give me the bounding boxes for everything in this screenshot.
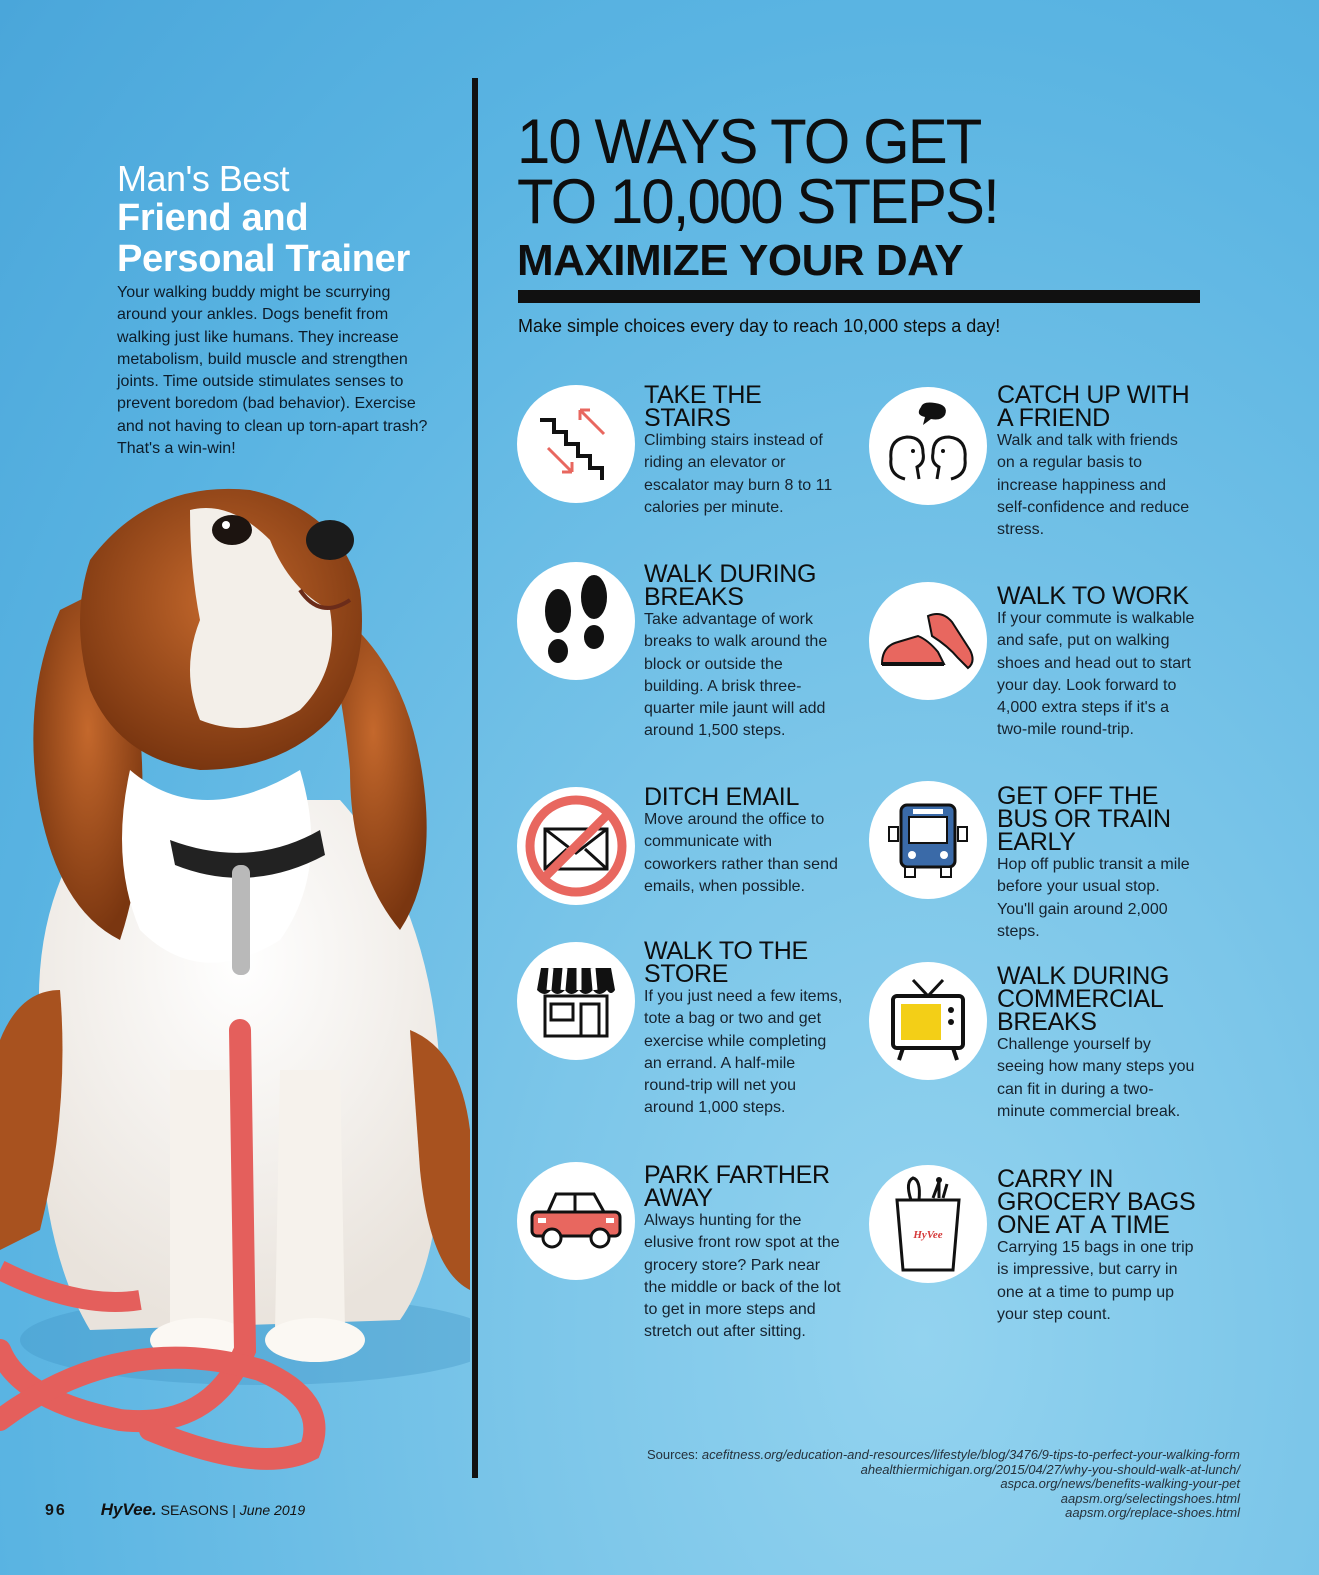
tip-walk-to-the-store — [644, 937, 844, 1120]
tip-body: 15 bags in one trip is impressive, but carry in one at a time to pump up your step count. — [997, 1239, 1194, 1323]
tip-lead: Climbing — [644, 432, 707, 449]
tip-walk-during-breaks — [644, 560, 844, 743]
sidebar-heading-bold-2: Personal Trainer — [117, 238, 411, 280]
tip-park-farther-away — [644, 1161, 844, 1344]
tip-body: Walk and talk with friends on a regular basis to increase happiness and self-confidence and reduce stress. — [997, 432, 1190, 539]
footprints-icon — [517, 562, 635, 680]
sources-list — [560, 1448, 1240, 1521]
tip-ditch-email — [644, 783, 844, 898]
dog-photo — [0, 470, 470, 1480]
tip-heading: DITCH EMAIL — [644, 783, 800, 811]
sidebar-heading-bold-1: Friend and — [117, 197, 309, 239]
brand-logo: HyVee. — [100, 1500, 157, 1519]
tip-heading: GET OFF THE BUS OR TRAIN EARLY — [997, 782, 1171, 856]
tip-heading: TAKE THE STAIRS — [644, 381, 762, 432]
bus-icon — [869, 781, 987, 899]
no-email-icon — [517, 787, 635, 905]
page-footer — [45, 1500, 305, 1520]
bag-brand-text: HyVee — [913, 1229, 943, 1241]
tip-body: need a few items, tote a bag or two and get exercise while completing an errand. A half-mile round-trip will net you around 1,000 steps. — [644, 988, 843, 1117]
tip-get-off-the-bus — [997, 782, 1197, 943]
magazine-name: SEASONS — [160, 1502, 229, 1518]
car-icon — [517, 1162, 635, 1280]
tip-heading: WALK TO WORK — [997, 582, 1189, 610]
tip-heading: WALK TO THE STORE — [644, 937, 808, 988]
tip-heading: WALK DURING COMMERCIAL BREAKS — [997, 962, 1170, 1036]
tip-catch-up-with-a-friend — [997, 381, 1197, 541]
tip-heading: CATCH UP WITH A FRIEND — [997, 381, 1190, 432]
title-rule — [518, 290, 1200, 303]
tip-body: If your commute is walkable and safe, put on walking shoes and head out to start your day. Look forward to 4,000 extra steps if it's a two-mile round-trip. — [997, 610, 1195, 739]
tip-lead: If you just — [644, 988, 713, 1005]
page-number: 96 — [45, 1502, 67, 1519]
tip-lead: Carrying — [997, 1239, 1058, 1256]
main-subtitle: MAXIMIZE YOUR DAY — [517, 236, 964, 285]
source-line: aapsm.org/selectingshoes.html — [1060, 1490, 1240, 1506]
issue-date: June 2019 — [239, 1502, 306, 1518]
tip-lead: Take — [644, 611, 678, 628]
tip-lead: Challenge — [997, 1036, 1070, 1053]
tip-take-the-stairs — [644, 381, 844, 519]
stairs-icon — [517, 385, 635, 503]
tip-body: transit a mile before your usual stop. You'll gain around 2,000 steps. — [997, 856, 1190, 940]
source-line: aspca.org/news/benefits-walking-your-pet — [1000, 1476, 1240, 1491]
tip-body: yourself by seeing how many steps you can fit in during a two-minute commercial break. — [997, 1036, 1195, 1120]
tip-walk-during-commercial-breaks — [997, 962, 1197, 1123]
tip-heading: WALK DURING BREAKS — [644, 560, 817, 611]
intro-text: Make simple choices every day to reach 10,000 steps a day! — [518, 316, 1001, 336]
tip-body: for the elusive front row spot at the grocery store? Park near the middle or back of the lot to get in more steps and stretch out after sitting. — [644, 1212, 841, 1341]
storefront-icon — [517, 942, 635, 1060]
tip-walk-to-work — [997, 582, 1197, 742]
tip-heading: PARK FARTHER AWAY — [644, 1161, 830, 1212]
sidebar-body: Your walking buddy might be scurrying around your ankles. Dogs benefit from walking just like humans. They increase metabolism, build muscle and strengthen joints. Time outside stimulates senses to prevent boredom (bad behavior). Exercise and not having to clean up torn-apart trash? That's a win-win! — [117, 284, 428, 458]
source-line: ahealthiermichigan.org/2015/04/27/why-you-should-walk-at-lunch/ — [860, 1461, 1240, 1477]
main-title-line2: TO 10,000 STEPS! — [517, 167, 998, 237]
tip-heading: CARRY IN GROCERY BAGS ONE AT A TIME — [997, 1165, 1196, 1239]
main-title-line1: 10 WAYS TO GET — [517, 107, 981, 177]
source-line: acefitness.org/education-and-resources/lifestyle/blog/3476/9-tips-to-perfect-your-walking-form — [701, 1447, 1240, 1462]
grocery-bag-icon — [869, 1165, 987, 1283]
tip-carry-in-grocery-bags — [997, 1165, 1197, 1326]
source-line: aapsm.org/replace-shoes.html — [1065, 1505, 1240, 1520]
tip-lead: Always hunting — [644, 1212, 752, 1229]
footer-separator: | — [232, 1502, 236, 1518]
tip-body: advantage of work breaks to walk around the block or outside the building. A brisk three-quarter mile jaunt will add around 1,500 steps. — [644, 611, 828, 740]
sneakers-icon — [869, 582, 987, 700]
column-divider — [472, 78, 478, 1478]
tip-body: stairs instead of riding an elevator or escalator may burn 8 to 11 calories per minute. — [644, 432, 833, 516]
sources-label: Sources: — [646, 1447, 699, 1462]
tv-icon — [869, 962, 987, 1080]
main-title-block — [517, 107, 1237, 286]
friends-talking-icon — [869, 387, 987, 505]
sidebar-heading-light: Man's Best — [117, 158, 289, 199]
tip-body: Move around the office to communicate with coworkers rather than send emails, when possible. — [644, 811, 838, 895]
tip-lead: Hop off public — [997, 856, 1095, 873]
sidebar-heading — [117, 160, 447, 280]
